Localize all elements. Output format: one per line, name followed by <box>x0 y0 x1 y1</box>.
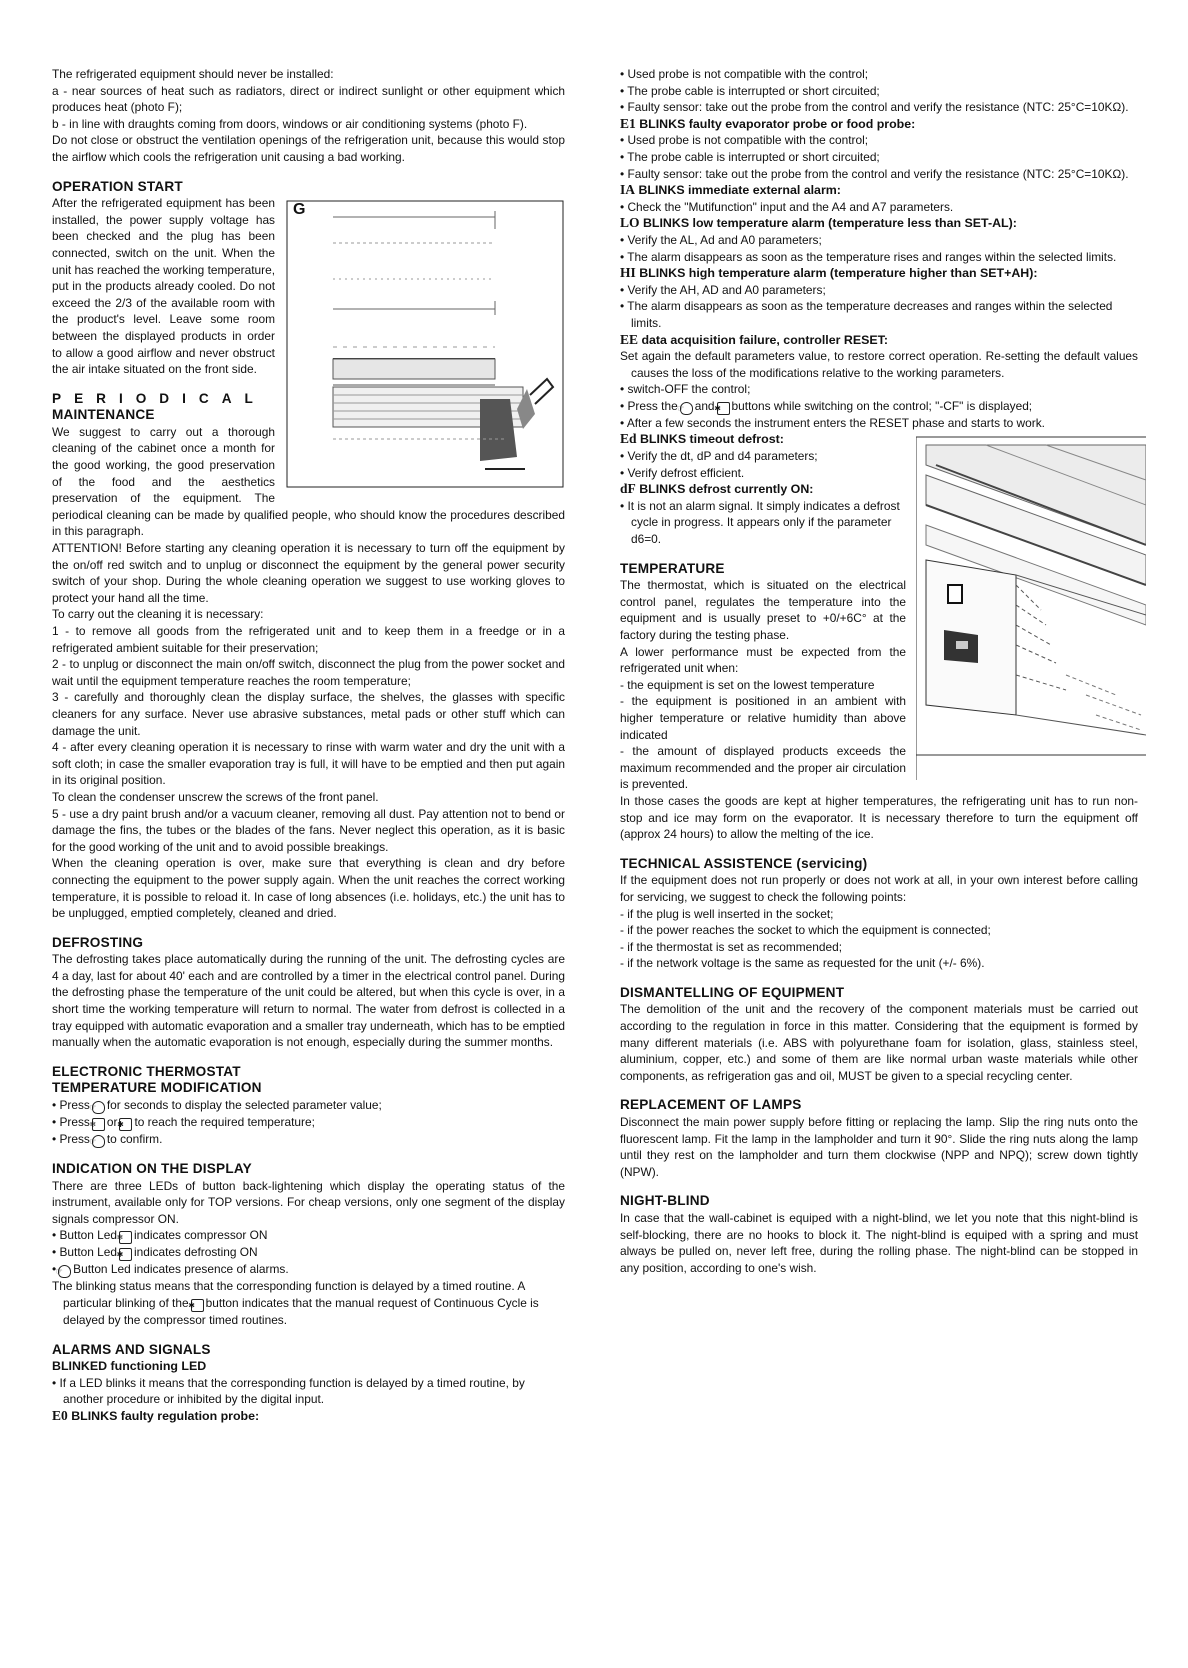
bullet: • Verify the dt, dP and d4 parameters; <box>620 449 818 464</box>
intro-line: b - in line with draughts coming from doors, windows or air conditioning systems (photo F). <box>52 116 528 131</box>
paragraph: When the cleaning operation is over, make sure that everything is clean and dry before connecting the equipment to the power supply again. When the unit reaches the correct working temperature, it is possible to reload it. In case of long absences (i.e. holidays, etc.) the unit has to be unplugged, emptied completely, cleaned and dried. <box>52 856 565 921</box>
led-item: •☞ Button Led indicates presence of alarms. <box>52 1262 289 1277</box>
bullet: • It is not an alarm signal. It simply indicates a defrost cycle in progress. It appears only if the parameter d6=0. <box>620 498 900 547</box>
thermostat-step: • Press☞ to confirm. <box>52 1132 163 1147</box>
bullet: • Used probe is not compatible with the control; <box>620 133 869 148</box>
technical-item: - if the network voltage is the same as requested for the unit (+/- 6%). <box>620 956 985 971</box>
paragraph: We suggest to carry out a thorough cleaning of the cabinet once a month for the good working, the good preservation of the food and the aesthetics preservation of the equipment. The periodical cleaning can be made by qualified people, who should know the procedures described in this paragraph. <box>52 424 565 539</box>
paragraph: ATTENTION! Before starting any cleaning operation it is necessary to turn off the equipment by the on/off red switch and to unplug or disconnect the equipment by the general power security switch of your shop. During the whole cleaning operation we suggest to use working gloves to protect your hand all the time. <box>52 541 565 605</box>
temperature-heading: TEMPERATURE <box>620 560 725 576</box>
bullet: • If a LED blinks it means that the corresponding function is delayed by a timed routine, by another procedure or inhibited by the digital input. <box>52 1375 525 1407</box>
paragraph: To clean the condenser unscrew the screws of the front panel. <box>52 789 379 804</box>
hand-press-icon: ☞ <box>58 1265 71 1278</box>
paragraph: 2 - to unplug or disconnect the main on/off switch, disconnect the plug from the power socket and wait until the equipment temperature reaches the room temperature; <box>52 657 565 688</box>
technical-text: If the equipment does not run properly or does not work at all, in your own interest before calling for servicing, we suggest to check the following points: <box>620 873 1138 904</box>
ee-heading: EE data acquisition failure, controller RESET: <box>620 331 888 347</box>
led-item: • Button Led❄ indicates compressor ON <box>52 1228 268 1243</box>
alarms-heading: ALARMS AND SIGNALS <box>52 1341 211 1357</box>
paragraph: 3 - carefully and thoroughly clean the display surface, the shelves, the glasses with specific cleaners for any surface. Never use abrasive substances, metal pads or other stuff which can damage the unit. <box>52 690 565 738</box>
hand-press-icon: ☞ <box>680 402 693 415</box>
ee-text: Set again the default parameters value, to restore correct operation. Re-setting the default values causes the loss of the modifications relative to the working parameters. <box>620 349 1138 380</box>
snowflake-button-icon: ❄ <box>92 1118 105 1131</box>
ia-heading: IA BLINKS immediate external alarm: <box>620 182 841 198</box>
figure-g <box>285 199 565 489</box>
bullet: • switch-OFF the control; <box>620 382 751 397</box>
temperature-text: The thermostat, which is situated on the electrical control panel, regulates the temperature into the equipment and is usually preset to +0/+6C° at the factory during the testing phase. <box>620 578 906 642</box>
bullet: • Used probe is not compatible with the control; <box>620 67 869 81</box>
bullet: • Verify the AL, Ad and A0 parameters; <box>620 232 822 247</box>
defrost-button-icon: ✱ <box>717 402 730 415</box>
lo-heading: LO BLINKS low temperature alarm (temperature less than SET-AL): <box>620 215 1017 231</box>
control-panel-illustration <box>916 435 1146 780</box>
temperature-item: - the equipment is positioned in an ambient with higher temperature or relative humidity than above indicated <box>620 694 906 742</box>
technical-item: - if the power reaches the socket to which the equipment is connected; <box>620 923 991 938</box>
defrost-button-icon: ✱ <box>191 1299 204 1312</box>
intro-line: Do not close or obstruct the ventilation openings of the refrigeration unit, because this would stop the airflow which cools the refrigeration unit causing a bad working. <box>52 133 565 164</box>
operation-start-text: After the refrigerated equipment has been installed, the power supply voltage has been checked and the plug has been connected, switch on the unit. When the unit has reached the working temperature, put in the products already cooled. Do not exceed the 2/3 of the available room with the product's level. Leave some room between the displayed products in order to allow a good airflow and never obstruct the air intake situated on the front side. <box>52 196 275 377</box>
e1-heading: E1 BLINKS faulty evaporator probe or food probe: <box>620 115 916 131</box>
defrosting-text: The defrosting takes place automatically during the running of the unit. The defrosting cycles are 4 a day, last for about 40' each and are controlled by a timer in the electrical control panel. During the defrosting phase the temperature of the unit could be altered, but when this cycle is over, in a short time the working temperature will return to normal. The water from defrost is collected in a tray equipped with automatic evaporation and a smaller tray underneath, which has to be emptied manually when the automatic evaporation is not enough, especially during the summer months. <box>52 952 565 1050</box>
temperature-item: - the amount of displayed products exceeds the maximum recommended and the proper air circulation is prevented. <box>620 744 906 792</box>
technical-item: - if the plug is well inserted in the socket; <box>620 906 834 921</box>
led-item: • Button Led✱ indicates defrosting ON <box>52 1245 258 1260</box>
thermostat-step: • Press❄ or✱ to reach the required temperature; <box>52 1115 315 1130</box>
dismantelling-text: The demolition of the unit and the recovery of the component materials must be carried out according to the regulation in force in this matter. Considering that the equipment is formed by many different materials (i.e. ABS with polyurethane foam for isolation, glass, stainless steel, aluminium, copper, etc.) and some of them are like normal urban waste materials while other components, as refrigeration gas and oil, MUST be given to a special recycling center. <box>620 1002 1138 1083</box>
right-column <box>620 66 1138 1276</box>
cabinet-shelves-illustration <box>285 199 565 489</box>
bullet: • Verify defrost efficient. <box>620 465 745 480</box>
display-heading: INDICATION ON THE DISPLAY <box>52 1161 252 1177</box>
periodical-heading: PERIODICAL MAINTENANCE <box>52 390 266 423</box>
dismantelling-heading: DISMANTELLING OF EQUIPMENT <box>620 984 845 1000</box>
e0-heading: E0 BLINKS faulty regulation probe: <box>52 1407 260 1423</box>
bullet: • Faulty sensor: take out the probe from the control and verify the resistance (NTC: 25°C=10KΩ). <box>620 166 1129 181</box>
hand-press-icon: ☞ <box>92 1101 105 1114</box>
bullet: • The alarm disappears as soon as the temperature decreases and ranges within the selected limits. <box>620 299 1113 330</box>
technical-assistence-heading: TECHNICAL ASSISTENCE (servicing) <box>620 855 868 871</box>
paragraph: 4 - after every cleaning operation it is necessary to rinse with warm water and dry the unit with a soft cloth; in case the smaller evaporation tray is full, it will have to be emptied and then put again in its original position. <box>52 740 565 788</box>
paragraph: 5 - use a dry paint brush and/or a vacuum cleaner, removing all dust. Pay attention not to bend or damage the fins, the tubes or the blades of the fans. Never neglect this operation, as it is basic for the good working of the unit and to avoid possible breakings. <box>52 806 565 854</box>
bullet: • The probe cable is interrupted or short circuited; <box>620 83 880 98</box>
intro-line: a - near sources of heat such as radiators, direct or indirect sunlight or other equipment which produces heat (photo F); <box>52 83 565 115</box>
hand-press-icon: ☞ <box>92 1135 105 1148</box>
temperature-item: - the equipment is set on the lowest temperature <box>620 677 875 692</box>
blinked-subheading: BLINKED functioning LED <box>52 1359 207 1374</box>
left-column <box>52 66 565 1425</box>
bullet: • The probe cable is interrupted or short circuited; <box>620 149 880 164</box>
df-heading: dF BLINKS defrost currently ON: <box>620 481 814 497</box>
defrosting-heading: DEFROSTING <box>52 934 144 950</box>
bullet: • Check the "Mutifunction" input and the A4 and A7 parameters. <box>620 199 954 214</box>
bullet: • Verify the AH, AD and A0 parameters; <box>620 282 826 297</box>
technical-item: - if the thermostat is set as recommended; <box>620 939 843 954</box>
bullet: • Press the☞ and✱ buttons while switching on the control; "-CF" is displayed; <box>620 398 1033 413</box>
thermostat-heading: ELECTRONIC THERMOSTAT TEMPERATURE MODIFICATION <box>52 1063 262 1096</box>
snowflake-button-icon: ❄ <box>119 1231 132 1244</box>
paragraph: 1 - to remove all goods from the refrigerated unit and to keep them in a freedge or in a refrigerated ambient suitable for their preservation; <box>52 624 565 655</box>
thermostat-step: • Press☞ for seconds to display the selected parameter value; <box>52 1098 382 1113</box>
bullet: • Faulty sensor: take out the probe from the control and verify the resistance (NTC: 25°C=10KΩ). <box>620 100 1129 115</box>
temperature-text: A lower performance must be expected from the refrigerated unit when: <box>620 644 906 676</box>
intro-line: The refrigerated equipment should never be installed: <box>52 67 334 81</box>
bullet: • After a few seconds the instrument enters the RESET phase and starts to work. <box>620 415 1045 430</box>
ed-heading: Ed BLINKS timeout defrost: <box>620 431 784 447</box>
control-panel-figure <box>916 435 1146 780</box>
lamps-text: Disconnect the main power supply before fitting or replacing the lamp. Slip the ring nuts onto the fluorescent lamp. Fit the lamp in the lampholder and turn it 90°. Slide the ring nuts along the lamp until they rest on the lampholder and turn them clockwise (NPP and NPQ); screw down tightly (NPW). <box>620 1115 1138 1179</box>
temperature-text: In those cases the goods are kept at higher temperatures, the refrigerating unit has to run non-stop and ice may form on the evaporator. It is necessary therefore to turn the equipment off (approx 24 hours) to allow the melting of the ice. <box>620 793 1138 842</box>
lamps-heading: REPLACEMENT OF LAMPS <box>620 1097 802 1113</box>
defrost-button-icon: ✱ <box>119 1118 132 1131</box>
bullet: • The alarm disappears as soon as the temperature rises and ranges within the selected limits. <box>620 249 1117 264</box>
paragraph: To carry out the cleaning it is necessary: <box>52 607 264 622</box>
night-blind-heading: NIGHT-BLIND <box>620 1193 710 1209</box>
blinking-text: The blinking status means that the corresponding function is delayed by a timed routine. A particular blinking of the✱ button indicates that the manual request of Continuous Cycle is delayed by the compressor timed routines. <box>52 1279 539 1327</box>
hi-heading: HI BLINKS high temperature alarm (temperature higher than SET+AH): <box>620 265 1038 281</box>
figure-label: G <box>293 201 306 219</box>
operation-start-heading: OPERATION START <box>52 178 183 194</box>
display-text: There are three LEDs of button back-lightening which display the operating status of the instrument, available only for TOP versions. For cheap versions, only one segment of the display signals compressor ON. <box>52 1178 565 1226</box>
defrost-button-icon: ✱ <box>119 1248 132 1261</box>
night-blind-text: In case that the wall-cabinet is equiped with a night-blind, we let you note that this night-blind is self-blocking, there are no hooks to block it. The night-blind is equiped with a spring and must always be pulled on, never left free, during the rolling phase. The night-blind can be stopped in any position, according to one's wish. <box>620 1211 1138 1275</box>
